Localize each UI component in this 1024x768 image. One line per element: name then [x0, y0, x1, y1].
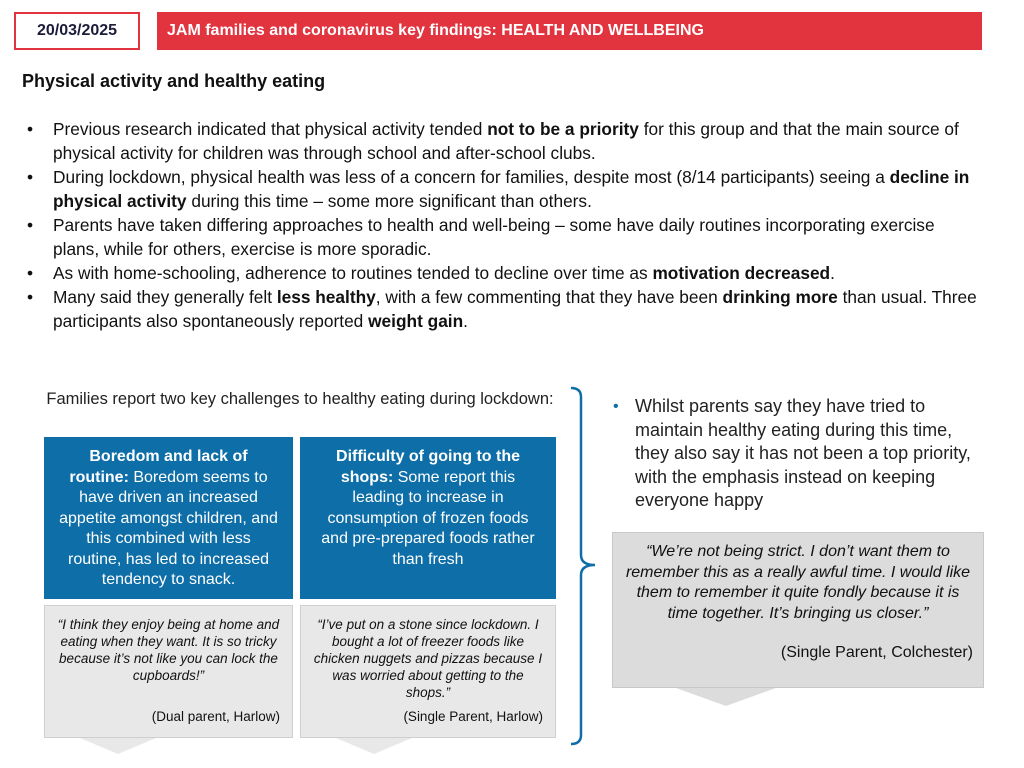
challenge-card-body: Boredom seems to have driven an increased appetite amongst children, and this combined with less routine, has led to increased tendency to snack. [59, 468, 278, 588]
bullet-text: than usual. Three participants also spontaneously reported [53, 287, 977, 331]
curly-brace-icon [565, 385, 605, 747]
challenge-card-shops [300, 437, 556, 599]
quote-card-colchester [612, 532, 984, 688]
bullet-text: Many said they generally felt [53, 287, 277, 307]
challenge-card-boredom [44, 437, 293, 599]
findings-bullet-list [22, 117, 982, 333]
bullet-text: During lockdown, physical health was less of a concern for families, despite most (8/14 participants) seeing a [53, 167, 890, 187]
bullet-text: . [830, 263, 835, 283]
date-badge: 20/03/2025 [14, 12, 140, 50]
bullet-text: during this time – some more significant than others. [186, 191, 592, 211]
quote-text: “I’ve put on a stone since lockdown. I bought a lot of freezer foods like chicken nuggets and pizzas because I was worried about getting to the shops.” [313, 617, 543, 700]
bullet-text: As with home-schooling, adherence to routines tended to decline over time as [53, 263, 653, 283]
finding-bullet [22, 285, 982, 333]
quote-card-shops [300, 605, 556, 738]
emphasis-text: decline in physical activity [53, 167, 970, 211]
quote-pointer [80, 738, 156, 754]
emphasis-text: drinking more [722, 287, 838, 307]
healthy-eating-summary [613, 395, 983, 513]
challenge-card-title: Boredom and lack of routine: [69, 448, 248, 486]
quote-text: “We’re not being strict. I don’t want them to remember this as a really awful time. I would like them to remember it quite fondly because it is time together. It’s bringing us closer.” [625, 543, 971, 622]
challenge-card-title: Difficulty of going to the shops: [336, 448, 520, 486]
emphasis-text: motivation decreased [652, 263, 831, 283]
bullet-text: , with a few commenting that they have been [375, 287, 723, 307]
quote-attribution: (Dual parent, Harlow) [151, 709, 280, 724]
finding-bullet [22, 165, 982, 213]
quote-pointer [676, 688, 776, 706]
slide-title: JAM families and coronavirus key findings: HEALTH AND WELLBEING [167, 22, 704, 39]
bullet-text: for this group and that the main source of physical activity for children was through school and after-school clubs. [53, 119, 959, 163]
section-heading: Physical activity and healthy eating [22, 71, 326, 91]
finding-bullet [22, 213, 982, 261]
quote-attribution: (Single Parent, Harlow) [403, 709, 543, 724]
finding-bullet [22, 261, 982, 285]
slide-title-bar [157, 12, 982, 50]
bullet-text: Previous research indicated that physical activity tended [53, 119, 488, 139]
quote-attribution: (Single Parent, Colchester) [780, 644, 973, 661]
bullet-icon: • [613, 398, 619, 415]
quote-pointer [336, 738, 412, 754]
emphasis-text: not to be a priority [487, 119, 639, 139]
quote-text: “I think they enjoy being at home and eating when they want. It is so tricky because it’s not like you can lock the cupboards!” [57, 617, 280, 683]
challenges-heading: Families report two key challenges to healthy eating during lockdown: [46, 390, 554, 408]
quote-card-boredom [44, 605, 293, 738]
bullet-text: Parents have taken differing approaches to health and well-being – some have daily routines incorporating exercise plans, while for others, exercise is more sporadic. [53, 215, 935, 259]
finding-bullet [22, 117, 982, 165]
emphasis-text: less healthy [276, 287, 376, 307]
challenge-card-body: Some report this leading to increase in consumption of frozen foods and pre-prepared foods rather than fresh [321, 468, 535, 568]
emphasis-text: weight gain [368, 311, 464, 331]
summary-text: Whilst parents say they have tried to maintain healthy eating during this time, they also say it has not been a top priority, with the emphasis instead on keeping everyone happy [635, 396, 971, 510]
bullet-text: . [463, 311, 468, 331]
